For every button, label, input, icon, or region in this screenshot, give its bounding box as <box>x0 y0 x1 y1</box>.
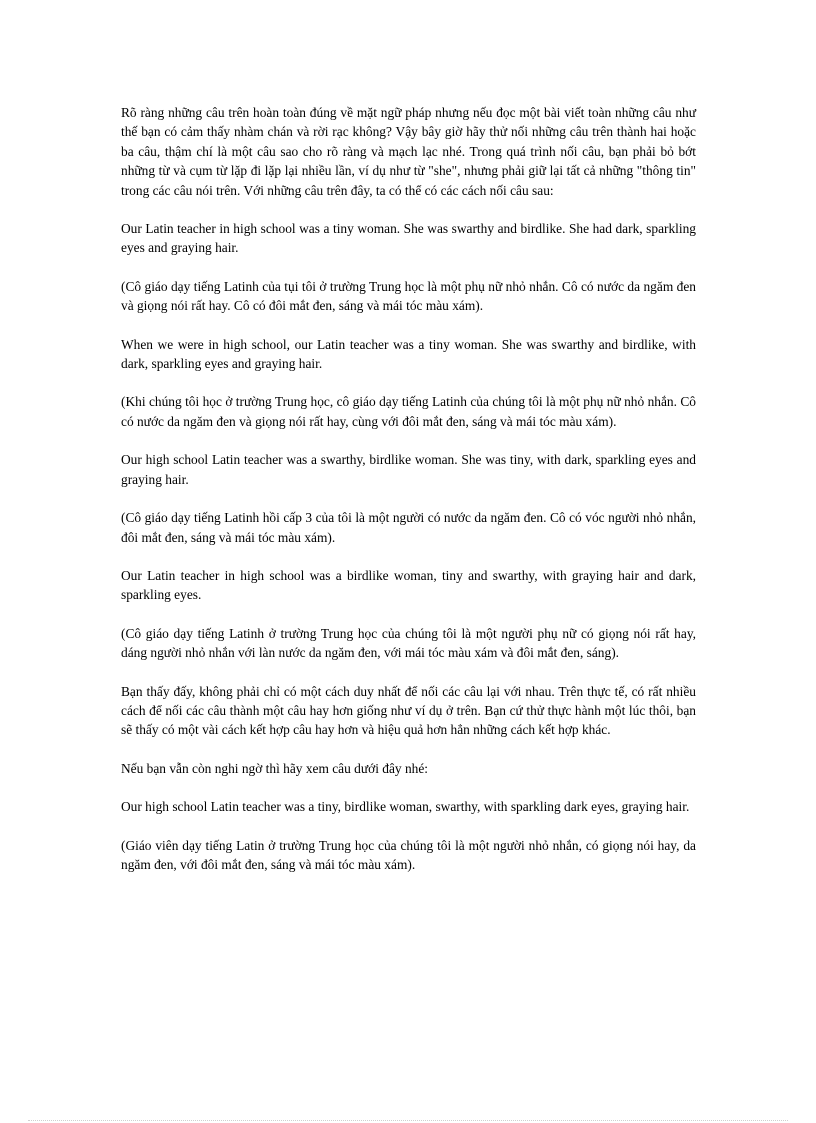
paragraph-example-4-english: Our Latin teacher in high school was a birdlike woman, tiny and swarthy, with graying hair and dark, sparkling eyes. <box>121 567 696 603</box>
paragraph-example-2-vietnamese: (Khi chúng tôi học ở trường Trung học, cô giáo dạy tiếng Latinh của chúng tôi là một phụ nữ nhỏ nhắn. Cô có nước da ngăm đen và giọng nói rất hay, cùng với đôi mắt đen, sáng và mái tóc màu xám). <box>121 394 696 429</box>
paragraph-example-5-vietnamese: (Giáo viên dạy tiếng Latin ở trường Trung học của chúng tôi là một người nhỏ nhắn, có giọng nói hay, da ngăm đen, với đôi mắt đen, sáng và mái tóc màu xám). <box>121 837 696 872</box>
paragraph-intro: Rõ ràng những câu trên hoàn toàn đúng về mặt ngữ pháp nhưng nếu đọc một bài viết toàn những câu như thế bạn có cảm thấy nhàm chán và rời rạc không? Vậy bây giờ hãy thử nối những câu trên thành hai hoặc ba câu, thậm chí là một câu sao cho rõ ràng và mạch lạc nhé. Trong quá trình nối câu, bạn phải bỏ bớt những từ và cụm từ lặp đi lặp lại nhiều lần, ví dụ như từ "she", nhưng phải giữ lại tất cả những "thông tin" trong các câu nói trên. Với những câu trên đây, ta có thể có các cách nối câu sau: <box>121 105 696 198</box>
paragraph-example-1-vietnamese: (Cô giáo dạy tiếng Latinh của tụi tôi ở trường Trung học là một phụ nữ nhỏ nhắn. Cô có nước da ngăm đen và giọng nói rất hay. Cô có đôi mắt đen, sáng và mái tóc màu xám). <box>121 278 696 314</box>
paragraph-example-1-english: Our Latin teacher in high school was a tiny woman. She was swarthy and birdlike. She had dark, sparkling eyes and graying hair. <box>121 221 696 256</box>
paragraph-example-4-vietnamese: (Cô giáo dạy tiếng Latinh ở trường Trung học của chúng tôi là một người phụ nữ có giọng nói rất hay, dáng người nhỏ nhắn với làn nước da ngăm đen, với mái tóc màu xám và đôi mắt đen, sáng). <box>121 625 696 661</box>
paragraph-lead-in: Nếu bạn vẫn còn nghi ngờ thì hãy xem câu dưới đây nhé: <box>121 760 429 776</box>
paragraph-example-5-english: Our high school Latin teacher was a tiny, birdlike woman, swarthy, with sparkling dark eyes, graying hair. <box>121 799 690 815</box>
paragraph-example-3-english: Our high school Latin teacher was a swarthy, birdlike woman. She was tiny, with dark, sparkling eyes and graying hair. <box>121 452 696 487</box>
page-bottom-divider <box>28 1120 788 1121</box>
paragraph-example-2-english: When we were in high school, our Latin teacher was a tiny woman. She was swarthy and birdlike, with dark, sparkling eyes and graying hair. <box>121 336 696 372</box>
paragraph-example-3-vietnamese: (Cô giáo dạy tiếng Latinh hồi cấp 3 của tôi là một người có nước da ngăm đen. Cô có vóc người nhỏ nhắn, đôi mắt đen, sáng và mái tóc màu xám). <box>121 510 696 545</box>
document-body <box>121 103 696 893</box>
paragraph-discussion: Bạn thấy đấy, không phải chỉ có một cách duy nhất để nối các câu lại với nhau. Trên thực tế, có rất nhiều cách để nối các câu thành một câu hay hơn giống như ví dụ ở trên. Bạn cứ thử thực hành một lúc thôi, bạn sẽ thấy có một vài cách kết hợp câu hay hơn và hiệu quả hơn hẳn những cách kết hợp khác. <box>121 683 696 738</box>
